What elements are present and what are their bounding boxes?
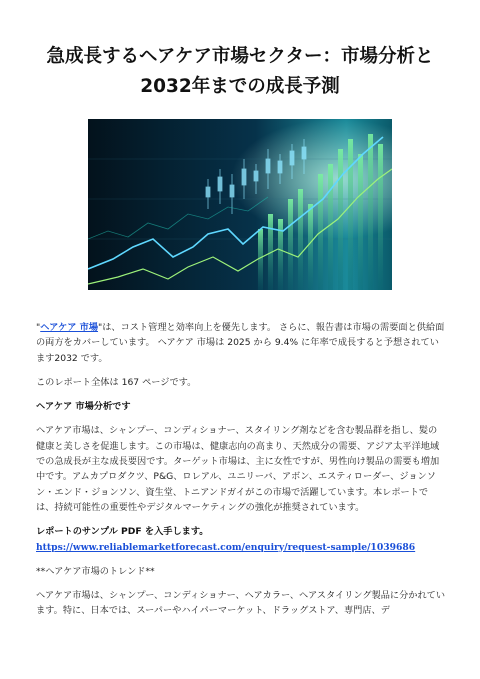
trends-paragraph: ヘアケア市場は、シャンプー、コンディショナー、ヘアカラー、ヘアスタイリング製品に分かれています。特に、日本では、スーパーやハイパーマーケット、ドラッグストア、専門店、デ: [36, 590, 446, 617]
trends-heading: **ヘアケア市場のトレンド**: [36, 565, 155, 577]
hair-care-market-link[interactable]: ヘアケア 市場: [40, 322, 99, 333]
hero-financial-chart-image: [88, 119, 392, 290]
hero-graphic: [88, 119, 392, 290]
page-count-note: このレポート全体は 167 ページです。: [36, 376, 197, 388]
title-line-1: 急成長するヘアケア市場セクター：市場分析と: [46, 46, 434, 68]
document-body: [36, 320, 446, 628]
intro-quote-open: ": [36, 322, 41, 333]
intro-text: "は、コスト管理と効率向上を優先します。 さらに、報告書は市場の需要面と供給面の両方をカバーしています。 ヘアケア 市場は 2025 から 9.4% に年率で成長すると予想されています2032 です。: [36, 322, 445, 364]
title-line-2: 2032年までの成長予測: [140, 76, 340, 98]
sample-request-link[interactable]: https://www.reliablemarketforecast.com/enquiry/request-sample/1039686: [36, 541, 416, 553]
analysis-heading: ヘアケア 市場分析です: [36, 401, 131, 413]
sample-label: レポートのサンプル PDF を入手します。: [36, 526, 209, 538]
intro-paragraph: [36, 320, 446, 366]
sample-paragraph: [36, 524, 446, 555]
page-title: [20, 42, 460, 102]
analysis-paragraph: ヘアケア市場は、シャンプー、コンディショナー、スタイリング剤などを含む製品群を指し、髪の健康と美しさを促進します。この市場は、健康志向の高まり、天然成分の需要、アジア太平洋地域での急成長が主な成長要因です。ターゲット市場は、主に女性ですが、男性向け製品の需要も増加中です。アムカプロダクツ、P&G、ロレアル、ユニリーバ、アボン、エスティローダー、ジョンソン・エンド・ジョンソン、資生堂、トニアンドガイがこの市場で活躍しています。本レポートでは、持続可能性の重要性やデジタルマーケティングの強化が推奨されています。: [36, 425, 440, 513]
